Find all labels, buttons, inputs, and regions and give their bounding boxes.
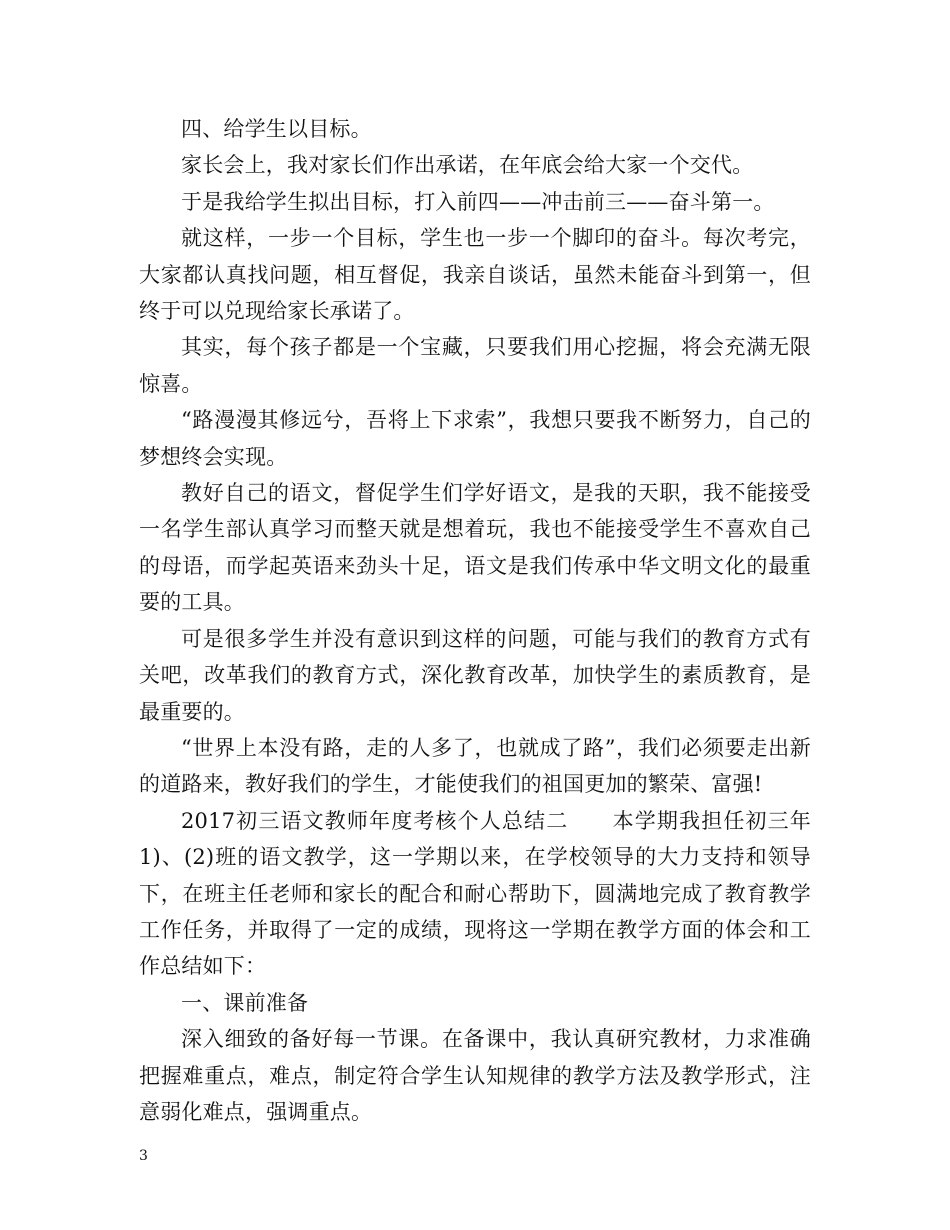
paragraph-education-reform: 可是很多学生并没有意识到这样的问题，可能与我们的教育方式有关吧，改革我们的教育方式，深化教育改革，加快学生的素质教育，是最重要的。 — [139, 626, 811, 724]
paragraph-quote-seek: “路漫漫其修远兮，吾将上下求索”，我想只要我不断努力，自己的梦想终会实现。 — [139, 408, 811, 469]
paragraph-summary-two: 2017初三语文教师年度考核个人总结二 本学期我担任初三年1)、(2)班的语文教学，这一学期以来，在学校领导的大力支持和领导下，在班主任老师和家长的配合和耐心帮助下，圆满地完成了教育教学工作任务，并取得了一定的成绩，现将这一学期在教学方面的体会和工作总结如下： — [139, 808, 811, 979]
paragraph-lesson-prep: 深入细致的备好每一节课。在备课中，我认真研究教材，力求准确把握难重点，难点，制定符合学生认知规律的教学方法及教学形式，注意弱化难点，强调重点。 — [139, 1027, 811, 1124]
page-number: 3 — [139, 1148, 148, 1164]
paragraph-treasure: 其实，每个孩子都是一个宝藏，只要我们用心挖掘，将会充满无限惊喜。 — [139, 335, 811, 396]
paragraph-quote-road: “世界上本没有路，走的人多了，也就成了路”，我们必须要走出新的道路来，教好我们的学生，才能使我们的祖国更加的繁荣、富强! — [139, 735, 811, 797]
paragraph-targets: 于是我给学生拟出目标，打入前四——冲击前三——奋斗第一。 — [181, 189, 775, 214]
document-body — [139, 111, 811, 1130]
paragraph-goals-heading: 四、给学生以目标。 — [181, 117, 372, 141]
paragraph-lesson-prep-heading: 一、课前准备 — [181, 990, 309, 1015]
paragraph-parent-meeting: 家长会上，我对家长们作出承诺，在年底会给大家一个交代。 — [181, 153, 754, 178]
paragraph-teach-chinese: 教好自己的语文，督促学生们学好语文，是我的天职，我不能接受一名学生部认真学习而整天就是想着玩，我也不能接受学生不喜欢自己的母语，而学起英语来劲头十足，语文是我们传承中华文明文化的最重要的工具。 — [139, 481, 811, 615]
paragraph-step-by-step: 就这样，一步一个目标，学生也一步一个脚印的奋斗。每次考完，大家都认真找问题，相互督促，我亲自谈话，虽然未能奋斗到第一，但终于可以兑现给家长承诺了。 — [139, 226, 811, 324]
